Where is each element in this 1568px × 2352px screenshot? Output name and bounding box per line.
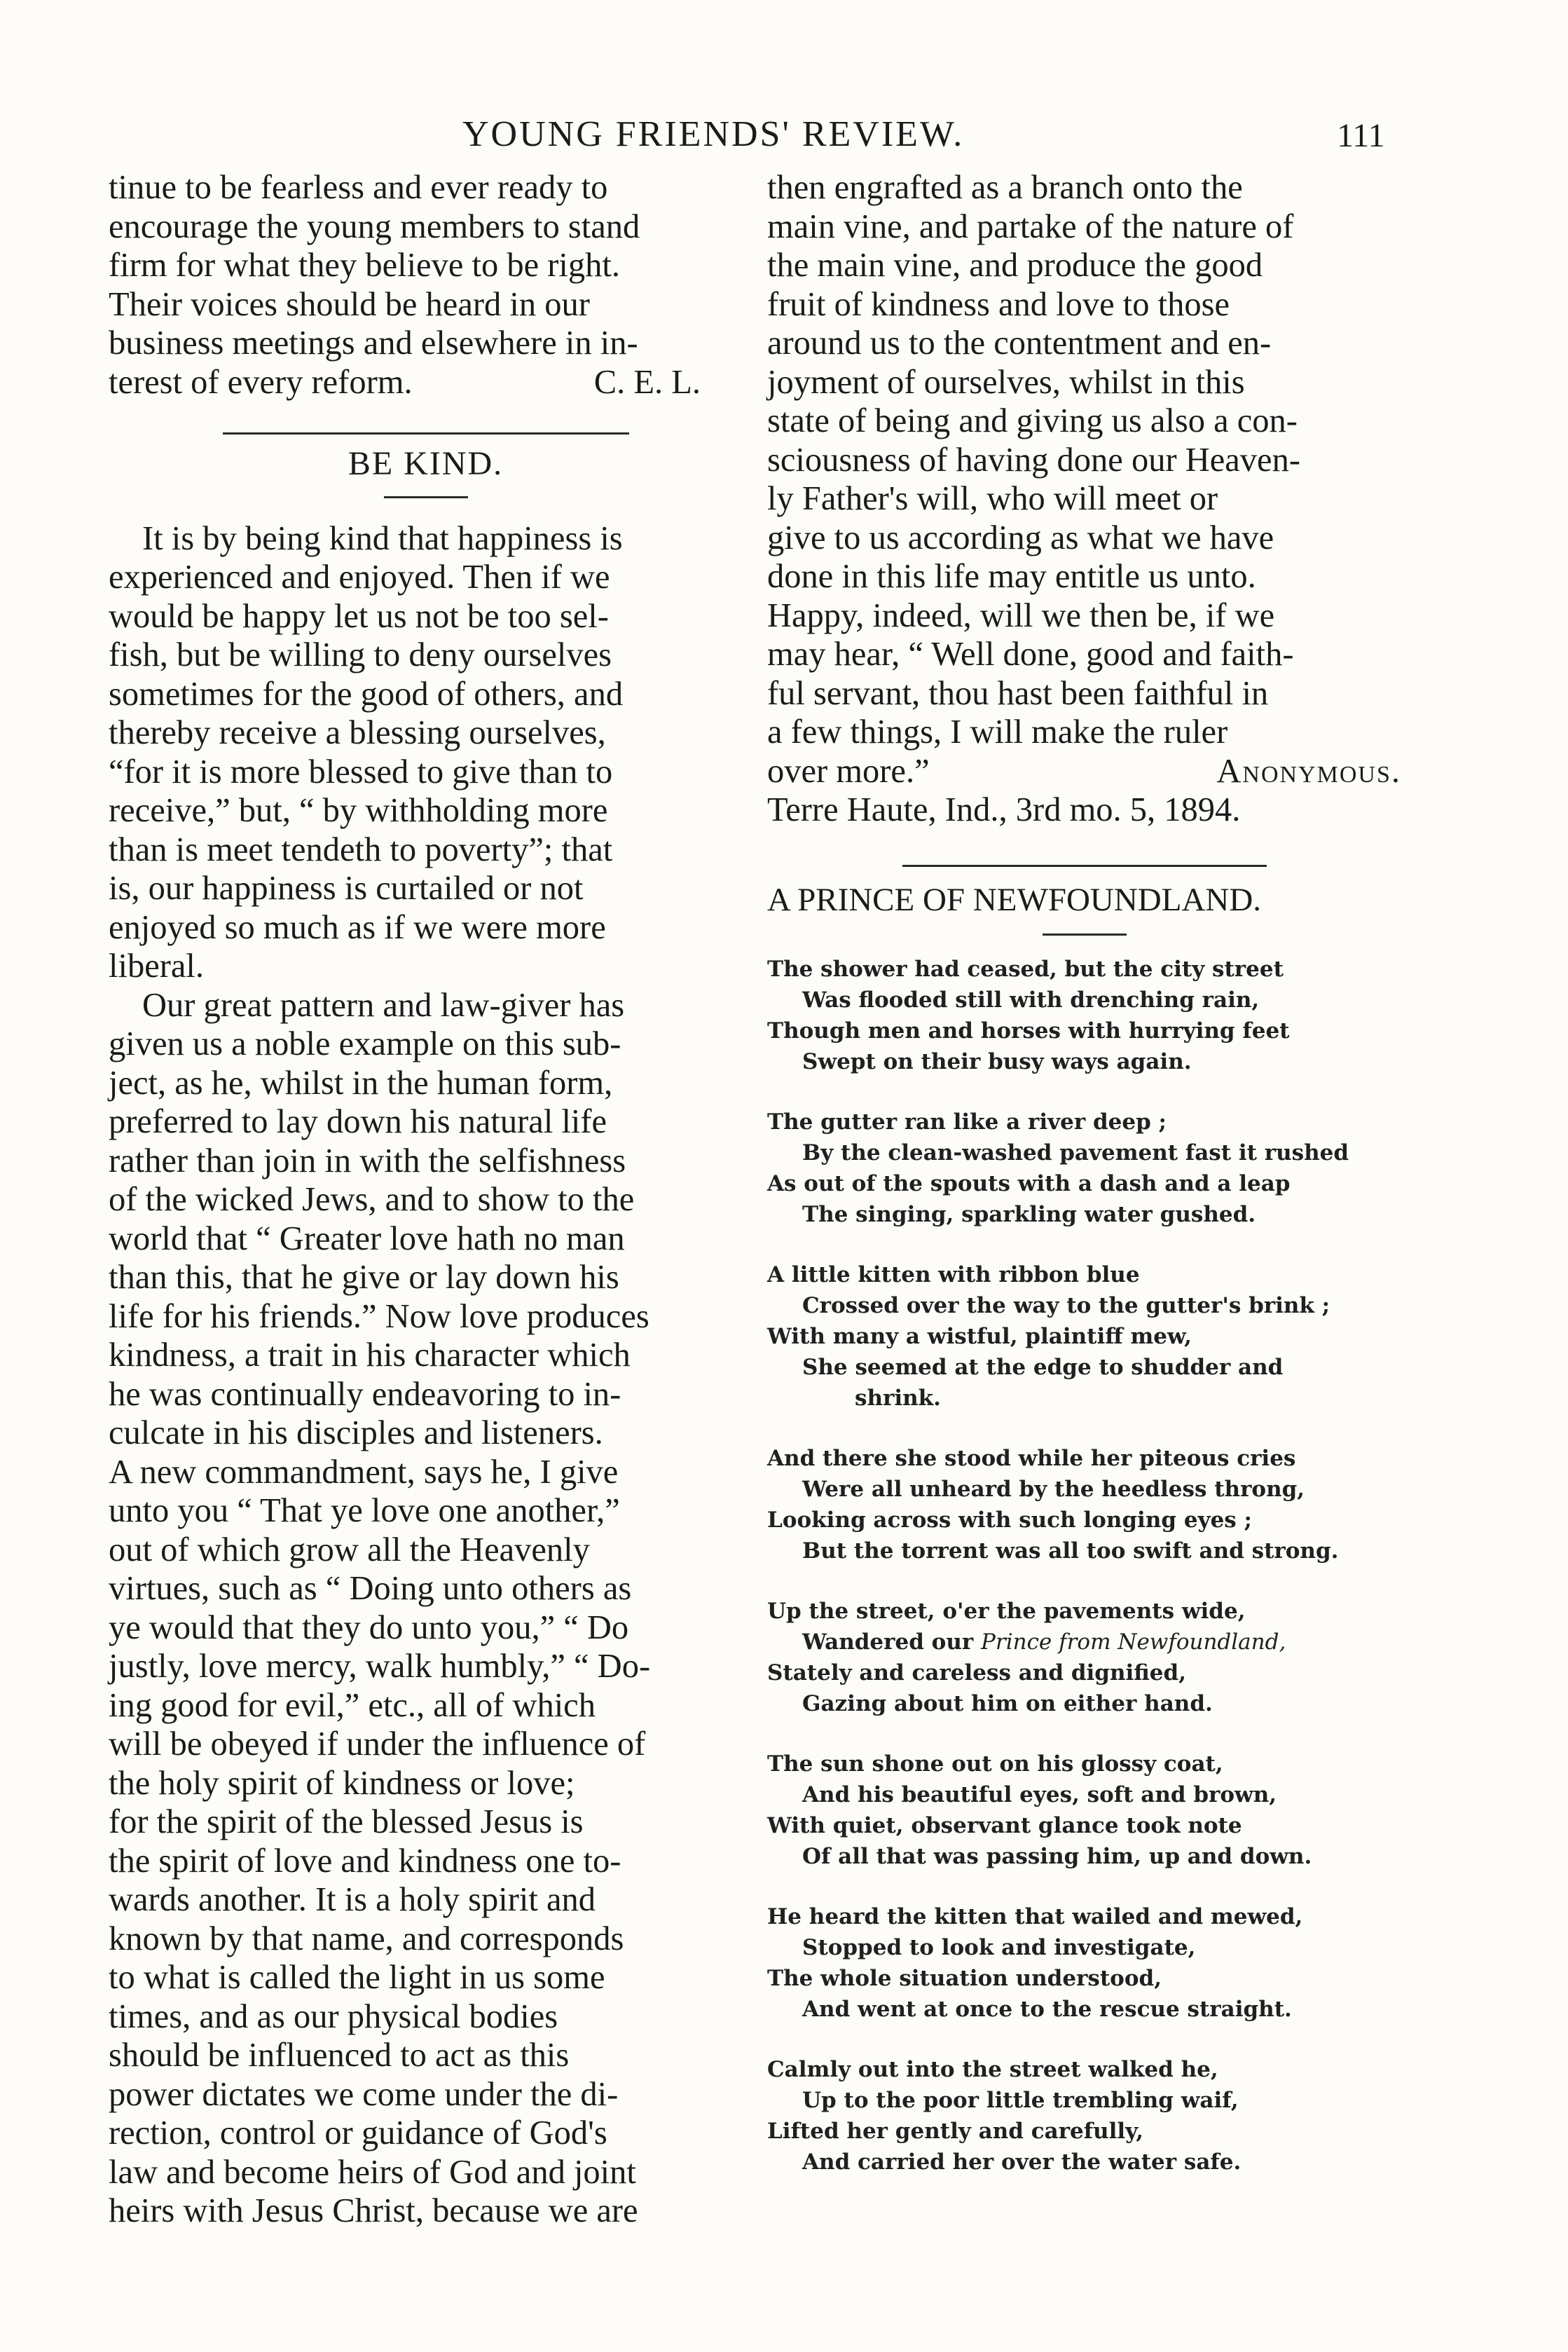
- poem-stanza: [767, 1749, 1401, 1872]
- text-line: experienced and enjoyed. Then if we: [109, 559, 610, 596]
- poem-line: Up to the poor little trembling waif,: [802, 2088, 1239, 2113]
- poem-stanza: [767, 2054, 1401, 2177]
- text-line: will be obeyed if under the influence of: [109, 1725, 646, 1763]
- text-line: Happy, indeed, will we then be, if we: [767, 596, 1275, 634]
- text-line: power dictates we come under the di-: [109, 2075, 619, 2113]
- running-title: YOUNG FRIENDS' REVIEW.: [462, 114, 965, 154]
- poem-stanza: [767, 1901, 1401, 2025]
- page-number: 111: [1337, 117, 1385, 154]
- poem-line: And his beautiful eyes, soft and brown,: [802, 1782, 1277, 1807]
- running-head: [0, 112, 1568, 161]
- text-line: terest of every reform.: [109, 363, 413, 401]
- poem-line: The whole situation understood,: [767, 1966, 1162, 1991]
- text-line: culcate in his disciples and listeners.: [109, 1414, 603, 1451]
- heading-underline: [1043, 934, 1127, 936]
- article-heading: BE KIND.: [348, 445, 504, 482]
- poem-line: Lifted her gently and carefully,: [767, 2119, 1144, 2144]
- poem-line: With quiet, observant glance took note: [767, 1813, 1242, 1838]
- poem-line: He heard the kitten that wailed and mewed,: [767, 1904, 1303, 1929]
- text-line: state of being and giving us also a con-: [767, 402, 1298, 439]
- section-divider: [223, 432, 629, 435]
- text-line: sciousness of having done our Heaven-: [767, 441, 1300, 479]
- poem-line: Up the street, o'er the pavements wide,: [767, 1599, 1246, 1624]
- poem-line: As out of the spouts with a dash and a leap: [767, 1171, 1291, 1196]
- text-line: ing good for evil,” etc., all of which: [109, 1686, 596, 1724]
- poem-line: The gutter ran like a river deep ;: [767, 1109, 1167, 1135]
- poem-line: shrink.: [855, 1386, 941, 1411]
- text-line: the main vine, and produce the good: [767, 247, 1263, 284]
- article-author: Anonymous.: [1216, 752, 1401, 790]
- poem-line: Though men and horses with hurrying feet: [767, 1018, 1290, 1044]
- text-line: virtues, such as “ Doing unto others as: [109, 1570, 632, 1607]
- text-line: over more.”: [767, 752, 930, 790]
- text-line: a few things, I will make the ruler: [767, 713, 1228, 751]
- text-line: the holy spirit of kindness or love;: [109, 1764, 575, 1802]
- text-line: tinue to be fearless and ever ready to: [109, 169, 608, 206]
- text-line: may hear, “ Well done, good and faith-: [767, 636, 1294, 673]
- poem-line: Were all unheard by the heedless throng,: [802, 1477, 1305, 1502]
- text-line: ject, as he, whilst in the human form,: [109, 1064, 613, 1102]
- poem-line: Gazing about him on either hand.: [802, 1691, 1213, 1716]
- text-line: sometimes for the good of others, and: [109, 675, 624, 713]
- text-line: of the wicked Jews, and to show to the: [109, 1181, 635, 1218]
- text-line: given us a noble example on this sub-: [109, 1025, 621, 1062]
- poem-stanza: [767, 1443, 1401, 1566]
- article-paragraph: [109, 519, 743, 986]
- poem-stanza: [767, 1259, 1401, 1414]
- poem-line: She seemed at the edge to shudder and: [802, 1355, 1284, 1380]
- author-initials: C. E. L.: [593, 363, 701, 401]
- text-line: preferred to lay down his natural life: [109, 1103, 607, 1140]
- text-line: ye would that they do unto you,” “ Do: [109, 1608, 629, 1646]
- text-line: joyment of ourselves, whilst in this: [767, 363, 1245, 401]
- text-line: is, our happiness is curtailed or not: [109, 870, 584, 907]
- poem-title: A PRINCE OF NEWFOUNDLAND.: [767, 881, 1262, 918]
- text-line: rather than join in with the selfishness: [109, 1142, 626, 1180]
- poem-body: [767, 954, 1401, 2177]
- heading-underline: [384, 496, 468, 498]
- text-line: for the spirit of the blessed Jesus is: [109, 1803, 584, 1840]
- text-line: than this, that he give or lay down his: [109, 1259, 619, 1296]
- text-line: the spirit of love and kindness one to-: [109, 1842, 621, 1880]
- text-line: should be influenced to act as this: [109, 2037, 570, 2074]
- poem-line: And there she stood while her piteous cries: [767, 1446, 1296, 1471]
- text-line: main vine, and partake of the nature of: [767, 207, 1294, 245]
- text-line: life for his friends.” Now love produces: [109, 1297, 649, 1335]
- article-paragraph: [109, 986, 743, 2231]
- text-line: business meetings and elsewhere in in-: [109, 324, 638, 362]
- text-line: world that “ Greater love hath no man: [109, 1219, 625, 1257]
- text-line: fruit of kindness and love to those: [767, 285, 1230, 323]
- text-line: enjoyed so much as if we were more: [109, 908, 606, 946]
- poem-line: Crossed over the way to the gutter's brink ;: [802, 1293, 1330, 1318]
- text-line: he was continually endeavoring to in-: [109, 1375, 621, 1413]
- poem-emphasis: Prince from Newfoundland,: [981, 1629, 1286, 1655]
- text-line: would be happy let us not be too sel-: [109, 597, 609, 635]
- text-line: encourage the young members to stand: [109, 207, 640, 245]
- text-line: A new commandment, says he, I give: [109, 1453, 619, 1491]
- text-line: fish, but be willing to deny ourselves: [109, 636, 612, 674]
- text-line: Our great pattern and law-giver has: [142, 986, 625, 1024]
- poem-line: [767, 1627, 1401, 1657]
- text-line: than is meet tendeth to poverty”; that: [109, 830, 613, 868]
- poem-stanza: [767, 954, 1401, 1077]
- text-line: thereby receive a blessing ourselves,: [109, 714, 606, 751]
- poem-line: The singing, sparkling water gushed.: [802, 1202, 1256, 1227]
- poem-line: Calmly out into the street walked he,: [767, 2057, 1218, 2082]
- text-line: firm for what they believe to be right.: [109, 247, 620, 284]
- section-divider: [902, 865, 1267, 867]
- poem-line: Looking across with such longing eyes ;: [767, 1507, 1252, 1533]
- text-line: out of which grow all the Heavenly: [109, 1531, 590, 1568]
- poem-line: By the clean-washed pavement fast it rushed: [802, 1140, 1349, 1165]
- poem-line-start: Wandered our: [802, 1629, 974, 1655]
- text-line: to what is called the light in us some: [109, 1959, 605, 1996]
- poem-line: Swept on their busy ways again.: [802, 1049, 1192, 1074]
- text-line: “for it is more blessed to give than to: [109, 753, 613, 791]
- text-line: then engrafted as a branch onto the: [767, 169, 1243, 206]
- text-line: around us to the contentment and en-: [767, 324, 1272, 362]
- text-line: ful servant, thou hast been faithful in: [767, 674, 1269, 712]
- text-line: It is by being kind that happiness is: [142, 519, 623, 557]
- text-line: unto you “ That ye love one another,”: [109, 1492, 620, 1529]
- poem-line: Stopped to look and investigate,: [802, 1935, 1196, 1960]
- right-column: [767, 168, 1401, 2207]
- poem-line: Stately and careless and dignified,: [767, 1660, 1186, 1686]
- poem-line: The shower had ceased, but the city street: [767, 957, 1284, 982]
- poem-line: A little kitten with ribbon blue: [767, 1262, 1140, 1287]
- poem-line: With many a wistful, plaintiff mew,: [767, 1324, 1192, 1349]
- left-column: [109, 168, 743, 2231]
- text-line: give to us according as what we have: [767, 519, 1274, 556]
- text-line: ly Father's will, who will meet or: [767, 480, 1218, 517]
- poem-line: Of all that was passing him, up and down.: [802, 1844, 1312, 1869]
- text-line: justly, love mercy, walk humbly,” “ Do-: [109, 1648, 651, 1685]
- signature-line: [109, 363, 743, 402]
- text-line: done in this life may entitle us unto.: [767, 558, 1256, 595]
- poem-line: But the torrent was all too swift and strong.: [802, 1538, 1339, 1564]
- text-line: Their voices should be heard in our: [109, 285, 590, 323]
- poem-line: And went at once to the rescue straight.: [802, 1997, 1292, 2022]
- text-line: kindness, a trait in his character which: [109, 1336, 631, 1374]
- text-line: rection, control or guidance of God's: [109, 2114, 607, 2152]
- text-line: law and become heirs of God and joint: [109, 2153, 636, 2191]
- poem-line: Was flooded still with drenching rain,: [802, 987, 1260, 1013]
- text-line: wards another. It is a holy spirit and: [109, 1881, 596, 1918]
- text-line: known by that name, and corresponds: [109, 1920, 624, 1957]
- poem-line: And carried her over the water safe.: [802, 2149, 1242, 2175]
- text-line: heirs with Jesus Christ, because we are: [109, 2192, 638, 2229]
- place-date: Terre Haute, Ind., 3rd mo. 5, 1894.: [767, 791, 1241, 828]
- article-continuation: [767, 168, 1401, 830]
- intro-paragraph: [109, 168, 743, 402]
- text-line: times, and as our physical bodies: [109, 1997, 558, 2035]
- poem-stanza: [767, 1596, 1401, 1719]
- signature-line: [767, 752, 1401, 791]
- poem-stanza: [767, 1107, 1401, 1230]
- text-line: liberal.: [109, 948, 205, 985]
- poem-line: The sun shone out on his glossy coat,: [767, 1751, 1223, 1777]
- text-line: receive,” but, “ by withholding more: [109, 792, 608, 829]
